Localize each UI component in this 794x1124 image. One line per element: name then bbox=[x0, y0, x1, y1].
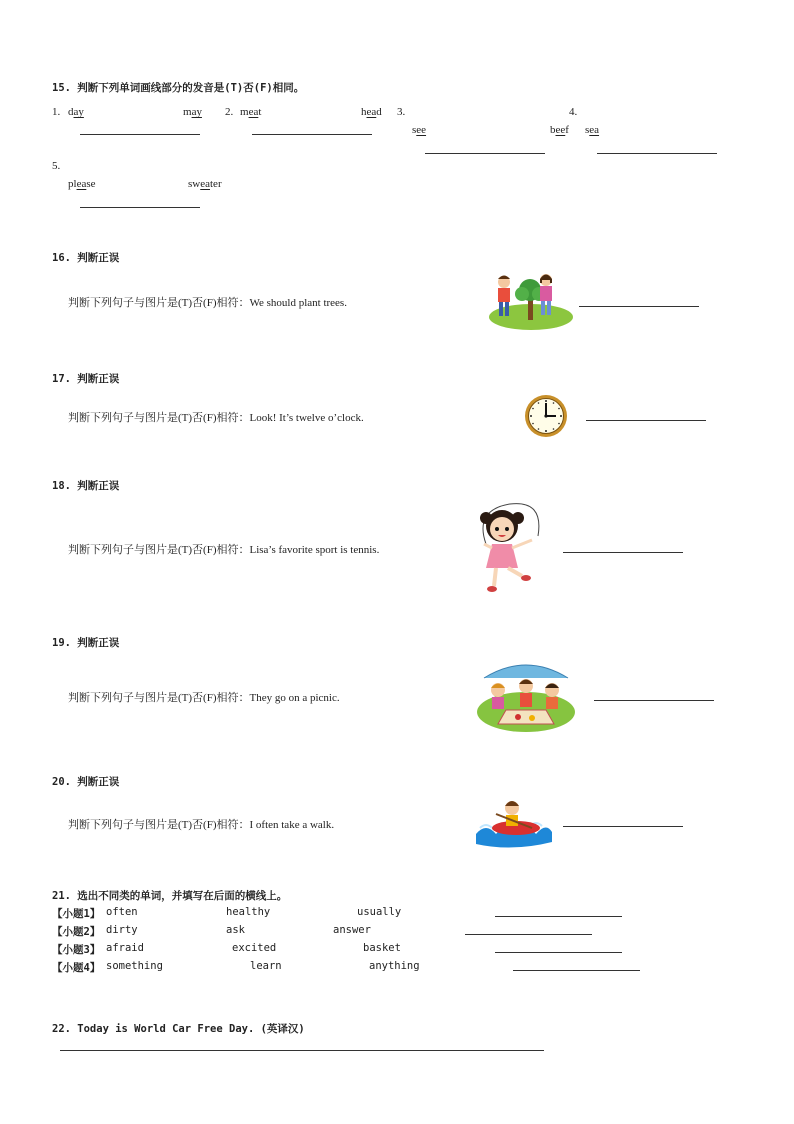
q16-answer-blank[interactable] bbox=[579, 306, 699, 307]
q21-title: 21. 选出不同类的单词，并填写在后面的横线上。 bbox=[52, 890, 288, 902]
q21-row2-word1: dirty bbox=[106, 924, 138, 936]
q15-item2-number: 2. bbox=[225, 106, 234, 118]
q15-item5-word2: sweater bbox=[188, 178, 222, 190]
jump-rope-girl-picture bbox=[472, 500, 548, 596]
picnic-picture bbox=[476, 660, 576, 732]
planting-tree-picture bbox=[486, 270, 576, 332]
q15-item3-number: 3. bbox=[397, 106, 406, 118]
q15-item3-word1: see bbox=[412, 124, 427, 136]
q20-answer-blank[interactable] bbox=[563, 826, 683, 827]
q19-sentence: 判断下列句子与图片是(T)否(F)相符：They go on a picnic. bbox=[68, 692, 340, 704]
q19-title: 19. 判断正误 bbox=[52, 637, 120, 649]
q15-item1-number: 1. bbox=[52, 106, 61, 118]
q18-answer-blank[interactable] bbox=[563, 552, 683, 553]
q18-sentence: 判断下列句子与图片是(T)否(F)相符：Lisa’s favorite sport is tennis. bbox=[68, 544, 380, 556]
q21-row4-word2: learn bbox=[250, 960, 282, 972]
q15-item5-number: 5. bbox=[52, 160, 61, 172]
q16-sentence: 判断下列句子与图片是(T)否(F)相符：We should plant trees. bbox=[68, 297, 347, 309]
q19-answer-blank[interactable] bbox=[594, 700, 714, 701]
q15-item4-word1: sea bbox=[585, 124, 600, 136]
q15-item5-answer-blank[interactable] bbox=[80, 207, 200, 208]
q15-item3-answer-blank[interactable] bbox=[425, 153, 545, 154]
q15-item5-word1: please bbox=[68, 178, 96, 190]
q15-item3-word2: beef bbox=[550, 124, 569, 136]
clock-picture bbox=[524, 394, 568, 438]
q17-title: 17. 判断正误 bbox=[52, 373, 120, 385]
q21-row4-answer-blank[interactable] bbox=[513, 970, 640, 971]
q15-item4-number: 4. bbox=[569, 106, 578, 118]
q18-title: 18. 判断正误 bbox=[52, 480, 120, 492]
q15-item2-answer-blank[interactable] bbox=[252, 134, 372, 135]
q17-sentence: 判断下列句子与图片是(T)否(F)相符：Look! It’s twelve o’clock. bbox=[68, 412, 364, 424]
q16-title: 16. 判断正误 bbox=[52, 252, 120, 264]
q20-title: 20. 判断正误 bbox=[52, 776, 120, 788]
q21-row4-word1: something bbox=[106, 960, 163, 972]
q21-row2-answer-blank[interactable] bbox=[465, 934, 592, 935]
q15-item1-answer-blank[interactable] bbox=[80, 134, 200, 135]
q15-item4-answer-blank[interactable] bbox=[597, 153, 717, 154]
q15-item2-word2: head bbox=[361, 106, 382, 118]
q21-row3-word1: afraid bbox=[106, 942, 144, 954]
q21-row3-word3: basket bbox=[363, 942, 401, 954]
q15-item1-word1: day bbox=[68, 106, 84, 118]
q21-row4-word3: anything bbox=[369, 960, 420, 972]
q22-title: 22. Today is World Car Free Day. (英译汉) bbox=[52, 1023, 305, 1035]
q21-row1-word3: usually bbox=[357, 906, 402, 918]
q22-answer-blank[interactable] bbox=[60, 1050, 544, 1051]
q21-row4-label: 【小题4】 bbox=[52, 962, 101, 974]
q21-row2-word3: answer bbox=[333, 924, 371, 936]
q21-row3-word2: excited bbox=[232, 942, 277, 954]
q21-row1-word1: often bbox=[106, 906, 138, 918]
q21-row1-label: 【小题1】 bbox=[52, 908, 101, 920]
q21-row2-label: 【小题2】 bbox=[52, 926, 101, 938]
q15-item1-word2: may bbox=[183, 106, 202, 118]
q17-answer-blank[interactable] bbox=[586, 420, 706, 421]
q21-row2-word2: ask bbox=[226, 924, 245, 936]
q15-item2-word1: meat bbox=[240, 106, 262, 118]
boating-boy-picture bbox=[474, 794, 554, 850]
q21-row3-answer-blank[interactable] bbox=[495, 952, 622, 953]
q21-row3-label: 【小题3】 bbox=[52, 944, 101, 956]
q21-row1-answer-blank[interactable] bbox=[495, 916, 622, 917]
q20-sentence: 判断下列句子与图片是(T)否(F)相符：I often take a walk. bbox=[68, 819, 335, 831]
q21-row1-word2: healthy bbox=[226, 906, 271, 918]
q15-title: 15. 判断下列单词画线部分的发音是(T)否(F)相同。 bbox=[52, 82, 305, 94]
